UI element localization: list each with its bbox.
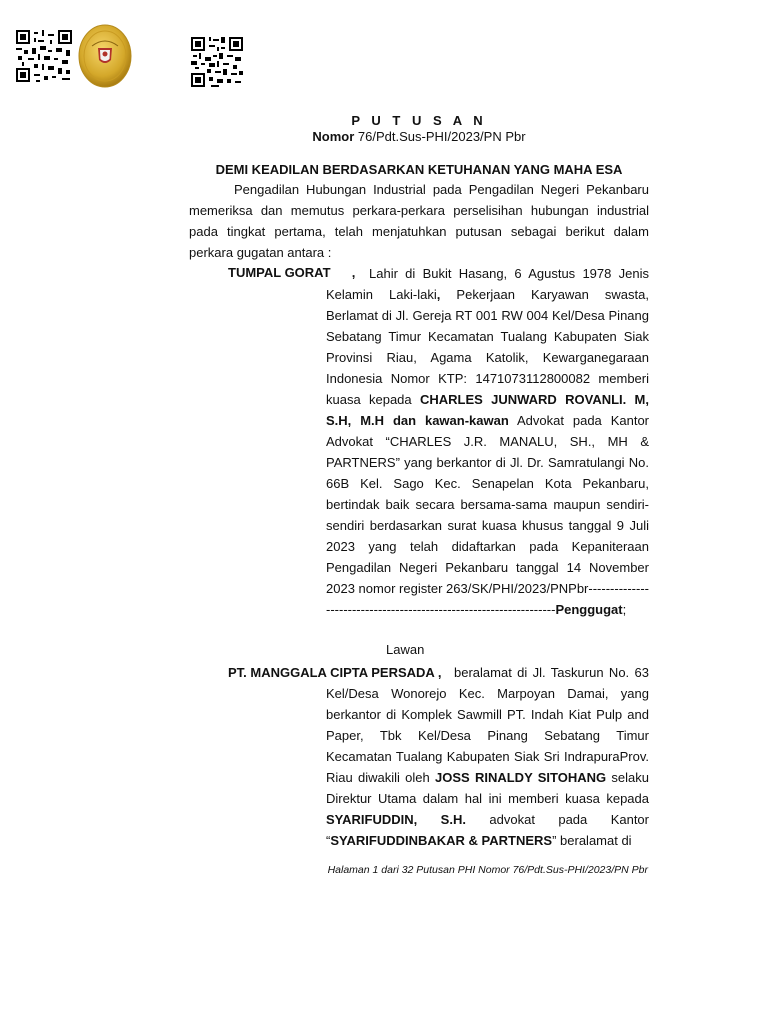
plaintiff-details xyxy=(326,263,649,620)
document-title: P U T U S A N xyxy=(351,113,487,128)
plaintiff-bold-comma: , xyxy=(436,287,441,302)
defendant-text-1: beralamat di Jl. Taskurun No. 63 Kel/Desa Wonorejo Kec. Marpoyan Damai, yang berkantor di Komplek Sawmill PT. Indah Kiat Pulp and Paper, Tbk Kel/Desa Pinang Sebatang Timur Kecamatan Tualang Kabupaten Siak Sri IndrapuraProv. Riau diwakili oleh xyxy=(326,665,649,785)
plaintiff-lawyer: CHARLES JUNWARD ROVANLI. M, S.H, M.H dan kawan-kawan xyxy=(326,392,649,428)
case-number-label: Nomor xyxy=(312,129,355,144)
versus-label: Lawan xyxy=(386,642,425,657)
defendant-lawyer: SYARIFUDDIN, S.H. xyxy=(326,812,466,827)
plaintiff-name: TUMPAL GORAT xyxy=(228,265,331,280)
intro-paragraph xyxy=(189,179,649,263)
defendant-text-2: selaku Direktur Utama dalam hal ini memberi kuasa kepada xyxy=(326,770,649,806)
qr-code-right xyxy=(191,37,243,87)
plaintiff-comma: , xyxy=(351,265,356,280)
defendant-details xyxy=(326,662,649,851)
justice-heading: DEMI KEADILAN BERDASARKAN KETUHANAN YANG MAHA ESA xyxy=(215,162,623,177)
case-number xyxy=(189,129,649,144)
plaintiff-text-2: Pekerjaan Karyawan swasta, Berlamat di Jl. Gereja RT 001 RW 004 Kel/Desa Pinang Sebatang Timur Kecamatan Tualang Kabupaten Siak Provinsi Riau, Agama Katolik, Kewarganegaraan Indonesia Nomor KTP: 1471073112800082 memberi kuasa kepada xyxy=(326,287,649,407)
plaintiff-role: Penggugat xyxy=(555,602,623,617)
defendant-name: PT. MANGGALA CIPTA PERSADA , xyxy=(228,665,442,680)
defendant-representative: JOSS RINALDY SITOHANG xyxy=(435,770,607,785)
page-footer: Halaman 1 dari 32 Putusan PHI Nomor 76/Pdt.Sus-PHI/2023/PN Pbr xyxy=(327,864,648,876)
intro-text: Pengadilan Hubungan Industrial pada Pengadilan Negeri Pekanbaru memeriksa dan memutus perkara-perkara perselisihan hubungan industrial pada tingkat pertama, telah menjatuhkan putusan sebagai berikut dalam perkara gugatan antara : xyxy=(189,182,649,260)
defendant-text-3: advokat pada Kantor “ xyxy=(326,812,649,848)
court-seal-logo xyxy=(78,24,132,88)
plaintiff-text-1: Lahir di Bukit Hasang, 6 Agustus 1978 Jenis Kelamin Laki-laki xyxy=(326,266,649,302)
qr-code-left xyxy=(16,30,72,82)
defendant-text-4: ” beralamat di xyxy=(552,833,632,848)
plaintiff-text-3: Advokat pada Kantor Advokat “CHARLES J.R. MANALU, SH., MH & PARTNERS” yang berkantor di Jl. Dr. Samratulangi No. 66B Kel. Sago Kec. Senapelan Kota Pekanbaru, bertindak baik secara bersama-sama maupun sendiri-sendiri berdasarkan surat kuasa khusus tanggal 9 Juli 2023 yang telah didaftarkan pada Kepaniteraan Pengadilan Negeri Pekanbaru tanggal 14 November 2023 nomor register 263/SK/PHI/2023/PNPbr------------------------------------------------------------------- xyxy=(326,413,650,617)
plaintiff-role-suffix: ; xyxy=(622,602,627,617)
defendant-firm: SYARIFUDDINBAKAR & PARTNERS xyxy=(330,833,553,848)
case-number-value: 76/Pdt.Sus-PHI/2023/PN Pbr xyxy=(357,129,526,144)
